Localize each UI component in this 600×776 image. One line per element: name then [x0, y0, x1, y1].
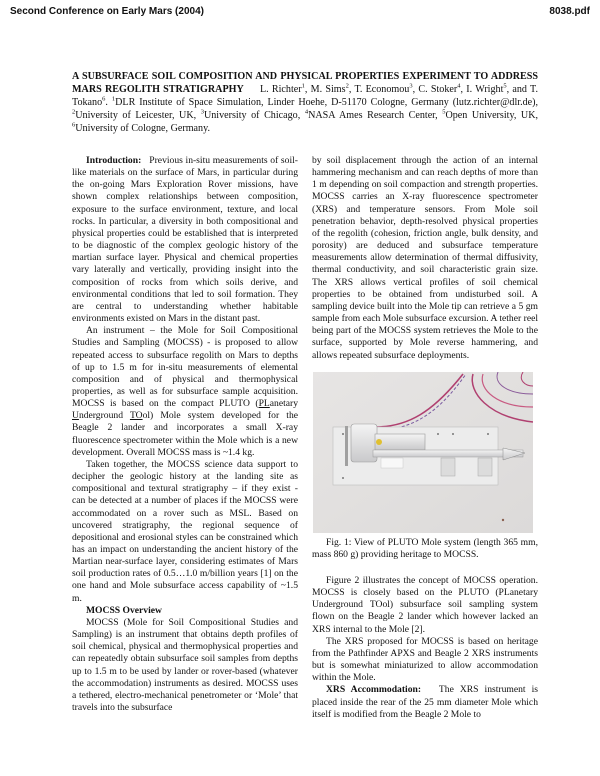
figure-pluto-mole-photo — [313, 372, 533, 533]
author: I. Wright — [466, 84, 504, 95]
title-block — [72, 70, 538, 135]
affiliation: University of Leicester, UK, — [75, 110, 197, 121]
affiliation: NASA Ames Research Center, — [308, 110, 438, 121]
running-header-conference: Second Conference on Early Mars (2004) — [10, 6, 204, 17]
right-column — [312, 155, 538, 721]
author: T. Economou — [354, 84, 410, 95]
affiliation: DLR Institute of Space Simulation, Linder Hoehe, D-51170 Cologne, Germany (lutz.richter@dlr.de), — [115, 97, 539, 108]
xrs-heritage-paragraph: The XRS proposed for MOCSS is based on heritage from the Pathfinder APXS and Beagle 2 XRS instruments but is somewhat miniaturized to allow accommodation within the Mole. — [312, 635, 538, 684]
running-header-filename: 8038.pdf — [549, 6, 590, 17]
affiliation: University of Chicago, — [203, 110, 301, 121]
author: M. Sims — [310, 84, 346, 95]
author: L. Richter — [259, 84, 302, 95]
mole-description-paragraph: by soil displacement through the action of an internal hammering mechanism and can reach depths of more than 1 m depending on soil compaction and strength properties. MOCSS carries an X-ray fluorescence spectrometer (XRS) and temperature sensors. From Mole soil penetration behavior, depth-resolved physical properties of the regolith (cohesion, friction angle, bulk density, and porosity) are deduced and subsurface temperature measurements allow determination of thermal diffusivity, thermal conductivity, and soil characteristic grain size. The XRS allows vertical profiles of soil chemical properties to be obtained from undisturbed soil. A sampling device built into the Mole tip can retrieve a 5 gm sample from each Mole subsurface excursion. A tether reel being part of the MOCSS system retrieves the Mole to the surface, supported by Mole reverse hammering, and allows repeated subsurface deployments. — [312, 155, 538, 361]
section-heading-overview: MOCSS Overview — [86, 604, 162, 616]
author-list: L. Richter$^1$, M. Sims$^2$, T. Economou$^3$, C. Stoker$^4$, I. Wright$^5$, and T. Tokano$^6$. — [72, 82, 538, 108]
author: T. Tokano — [72, 84, 538, 108]
section-heading-xrs-accommodation: XRS Accommodation: — [326, 684, 422, 696]
mole-photo-illustration — [313, 372, 533, 533]
concept-paragraph: Figure 2 illustrates the concept of MOCSS operation. MOCSS is closely based on the PLUTO (PLanetary Underground TOol) subsurface soil sampling system flown on the Beagle 2 lander which however lacked an XRS internal to the Mole [2]. — [312, 574, 538, 635]
author: C. Stoker — [418, 84, 458, 95]
paper-title: A SUBSURFACE SOIL COMPOSITION AND PHYSICAL PROPERTIES EXPERIMENT TO ADDRESS MARS REGOLITH STRATIGRAPHY — [72, 71, 538, 95]
overview-paragraph: MOCSS (Mole for Soil Compositional Studies and Sampling) is an instrument that obtains depth profiles of soil chemical, physical and thermophysical properties and can repeatedly obtain subsurface soil samples from depths up to 1.5 m to be used by lander or rover-based (whatever the accommodation) instruments as desired. MOCSS uses a tethered, electro-mechanical penetrometer or ‘Mole’ that travels into the subsurface — [72, 616, 298, 714]
mocss-intro-paragraph: An instrument – the Mole for Soil Compositional Studies and Sampling (MOCSS) - is proposed to allow repeated access to subsurface regolith on Mars to depths of up to 1.5 m for in-situ measurements of elemental composition and of physical and thermophysical properties, as well as for subsurface sample acquisition. MOCSS is based on the compact PLUTO (PLanetary Underground TOol) Mole system developed for the Beagle 2 lander and incorporates a small X-ray fluorescence spectrometer within the Mole which is a new development. Overall MOCSS mass is ~1.4 kg. — [72, 325, 298, 458]
xrs-accommodation-paragraph: XRS Accommodation: The XRS instrument is placed inside the rear of the 25 mm diameter Mole which itself is modified from the Beagle 2 Mole to — [312, 684, 538, 720]
affiliation: Open University, UK, — [445, 110, 539, 121]
stratigraphy-paragraph: Taken together, the MOCSS science data support to decipher the geologic history at the landing site as compositional and textural stratigraphy – if they exist - can be detected at a number of places if the MOCSS were accommodated on a rover such as MSL. Based on uncovered stratigraphy, the regional sequence of depositional and erosional styles can be constrained which has an impact on understanding the ancient history of the Martian near-surface layer, considering estimates of Mars soil production rates of 0.5…1.0 m/billion years [1] on the one hand and Mole subsurface access capability of ~1.5 m. — [72, 458, 298, 604]
intro-paragraph: Introduction: Previous in-situ measurements of soil-like materials on the surface of Mars, in particular during the on-going Mars Exploration Rover missions, have shown complex relationships between composition, exposure to the surface environment, texture, and local rocks. In particular, a diversity in both compositional and physical properties could be established that is interpreted to be diagnostic of the complex geologic history of the martian surface layer. Physical and chemical properties vary laterally and vertically, providing insight into the composition of rocks from which soils derive, and environmental conditions that led to soil formation. They are central to understanding whether habitable environments existed on Mars in the distant past. — [72, 155, 298, 325]
spacer — [312, 561, 538, 575]
section-heading-introduction: Introduction: — [86, 155, 142, 166]
affiliation-list: $^1$DLR Institute of Space Simulation, Linder Hoehe, D-51170 Cologne, Germany (lutz.richter@dlr.de), $^2$University of Leicester, UK, $^3$University of Chicago, $^4$NASA Ames Research Center, $^5$Open University, UK, $^6$University of Cologne, Germany. — [72, 95, 539, 134]
figure-caption: Fig. 1: View of PLUTO Mole system (length 365 mm, mass 860 g) providing heritage to MOCSS. — [312, 536, 538, 560]
affiliation: University of Cologne, Germany. — [75, 123, 210, 134]
left-column — [72, 155, 298, 714]
